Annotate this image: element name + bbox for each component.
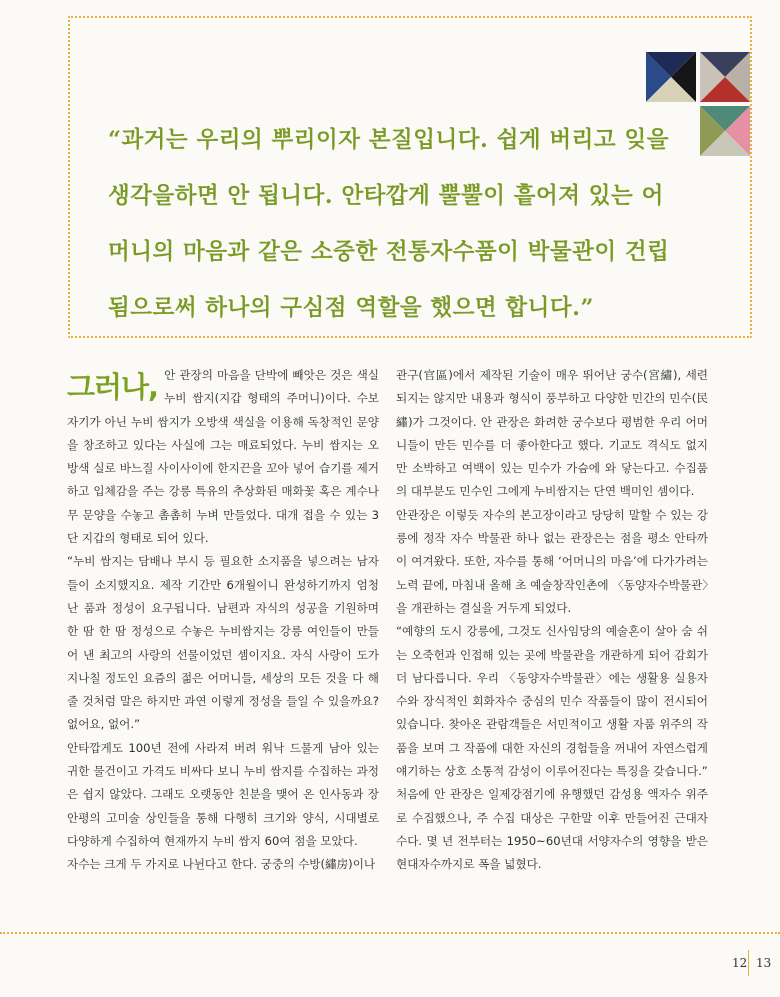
article-paragraph: 안관장은 이렇듯 자수의 본고장이라고 당당히 말할 수 있는 강릉에 정작 자수 박물관 하나 없는 관장은는 점을 평소 안타까이 여겨왔다. 또한, 자수를 통해 ‘어머니의 마음’에 다가가려는 노력 끝에, 마침내 올해 초 예술창작인촌에 〈동양자수박물관〉을 개관하는 결실을 거두게 되었다. xyxy=(396,507,708,615)
article-paragraph: 안타깝게도 100년 전에 사라져 버려 워낙 드물게 남아 있는 귀한 물건이고 가격도 비싸다 보니 누비 쌈지를 수집하는 과정은 쉽지 않았다. 그래도 오랫동안 친분을 맺어 온 인사동과 장안평의 고미술 상인들을 통해 다행히 크기와 양식, 시대별로 다양하게 수집하여 현재까지 누비 쌈지 60여 점을 모았다. xyxy=(67,740,379,848)
quote-line: “과거는 우리의 뿌리이자 본질입니다. 쉽게 버리고 잊을 xyxy=(108,127,669,153)
article-paragraph: 처음에 안 관장은 일제강점기에 유행했던 감성용 액자수 위주로 수집했으나, 주 수집 대상은 구한말 이후 만들어진 근대자수다. 몇 년 전부터는 1950~60년대 서양자수의 영향을 받은 현대자수까지로 폭을 넓혔다. xyxy=(396,787,708,872)
bottom-divider xyxy=(0,932,780,934)
article-paragraph xyxy=(67,364,379,550)
page-number-left: 12 xyxy=(732,956,748,970)
quote-line: 생각을하면 안 됩니다. 안타깝게 뿔뿔이 흩어져 있는 어 xyxy=(108,183,664,209)
drop-cap-heading: 그러나, xyxy=(67,370,159,404)
quote-line: 됨으로써 하나의 구심점 역할을 했으면 합니다.” xyxy=(108,295,594,321)
article-paragraph: “누비 쌈지는 담배나 부시 등 필요한 소지품을 넣으려는 남자들이 소지했지요. 제작 기간만 6개월이니 완성하기까지 엄청난 품과 정성이 요구됩니다. 남편과 자식의 성공을 기원하며 한 땀 한 땀 정성으로 수놓은 누비쌈지는 강릉 여인들이 만들어 낸 최고의 사랑의 선물이었던 셈이지요. 자식 사랑이 도가 지나칠 정도인 요즘의 젊은 어머니들, 세상의 모든 것을 다 해줄 것처럼 말은 하지만 과연 이렇게 정성을 들일 수 있을까요? 없어요, 없어.” xyxy=(67,554,379,732)
article-paragraph: 자수는 크게 두 가지로 나뉜다고 한다. 궁중의 수방(繡房)이나 xyxy=(67,857,376,872)
pull-quote xyxy=(108,112,718,336)
article-column-right xyxy=(396,364,708,877)
article-text: 안 관장의 마음을 단박에 빼앗은 것은 색실 누비 쌈지(지갑 형태의 주머니)이다. 수보자기가 아닌 누비 쌈지가 오방색 색실을 이용해 독창적인 문양을 창조하고 있다는 사실에 그는 매료되었다. 누비 쌈지는 오방색 실로 바느질 사이사이에 한지끈을 꼬아 넣어 습기를 제거하고 입체감을 주는 강릉 특유의 추상화된 매화꽃 혹은 계수나무 문양을 수놓고 촘촘히 누벼 만들었다. 대개 접을 수 있는 3단 지갑의 형태로 되어 있다. xyxy=(67,368,379,546)
article-paragraph: “예향의 도시 강릉에, 그것도 신사임당의 예술혼이 살아 숨 쉬는 오죽헌과 인접해 있는 곳에 박물관을 개관하게 되어 감회가 더 남다릅니다. 우리 〈동양자수박물관〉에는 생활용 실용자수와 장식적인 회화자수 중심의 민수 작품들이 많이 전시되어 있습니다. 찾아온 관람객들은 서민적이고 생활 자품 위주의 작품을 보며 그 작품에 대한 자신의 경험들을 꺼내어 자연스럽게 얘기하는 상호 소통적 감성이 이루어진다는 특징을 갖습니다.” xyxy=(396,624,708,779)
page-number-right: 13 xyxy=(756,956,772,970)
patch-blue-black xyxy=(646,52,696,102)
article-paragraph: 관구(官區)에서 제작된 기술이 매우 뛰어난 궁수(宮繡), 세련되지는 않지만 내용과 형식이 풍부하고 다양한 민간의 민수(民繡)가 그것이다. 안 관장은 화려한 궁수보다 평범한 우리 어머니들이 만든 민수를 더 좋아한다고 했다. 기교도 격식도 없지만 소박하고 여백이 있는 민수가 가슴에 와 닿는다고. 수집품의 대부분도 민수인 그에게 누비쌈지는 단연 백미인 셈이다. xyxy=(396,368,708,499)
quote-line: 머니의 마음과 같은 소중한 전통자수품이 박물관이 건립 xyxy=(108,239,670,265)
patch-red-grey xyxy=(700,52,750,102)
article-column-left xyxy=(67,364,379,877)
page-number-separator xyxy=(748,950,749,976)
